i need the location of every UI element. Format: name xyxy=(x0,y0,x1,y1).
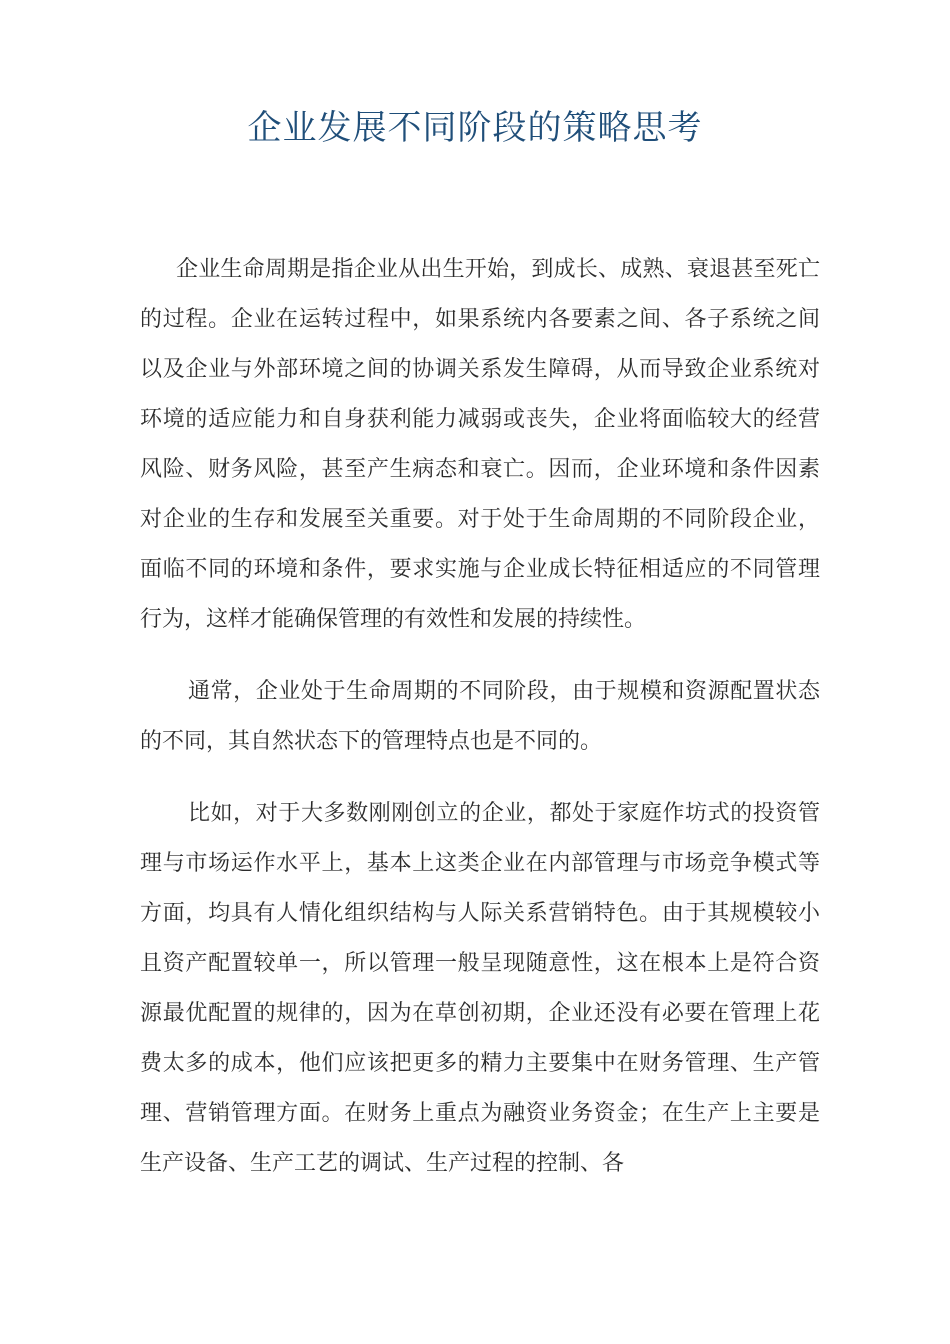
document-body xyxy=(140,245,820,1189)
document-title: 企业发展不同阶段的策略思考 xyxy=(247,108,703,148)
paragraph-2: 通常，企业处于生命周期的不同阶段，由于规模和资源配置状态的不同，其自然状态下的管理特点也是不同的。 xyxy=(140,679,820,754)
paragraph-3: 比如，对于大多数刚刚创立的企业，都处于家庭作坊式的投资管理与市场运作水平上，基本上这类企业在内部管理与市场竞争模式等方面，均具有人情化组织结构与人际关系营销特色。由于其规模较小且资产配置较单一，所以管理一般呈现随意性，这在根本上是符合资源最优配置的规律的，因为在草创初期，企业还没有必要在管理上花费太多的成本，他们应该把更多的精力主要集中在财务管理、生产管理、营销管理方面。在财务上重点为融资业务资金；在生产上主要是生产设备、生产工艺的调试、生产过程的控制、各 xyxy=(140,801,820,1176)
paragraph-1: 企业生命周期是指企业从出生开始，到成长、成熟、衰退甚至死亡的过程。企业在运转过程中，如果系统内各要素之间、各子系统之间以及企业与外部环境之间的协调关系发生障碍，从而导致企业系统对环境的适应能力和自身获利能力减弱或丧失，企业将面临较大的经营风险、财务风险，甚至产生病态和衰亡。因而，企业环境和条件因素对企业的生存和发展至关重要。对于处于生命周期的不同阶段企业，面临不同的环境和条件，要求实施与企业成长特征相适应的不同管理行为，这样才能确保管理的有效性和发展的持续性。 xyxy=(140,257,820,632)
